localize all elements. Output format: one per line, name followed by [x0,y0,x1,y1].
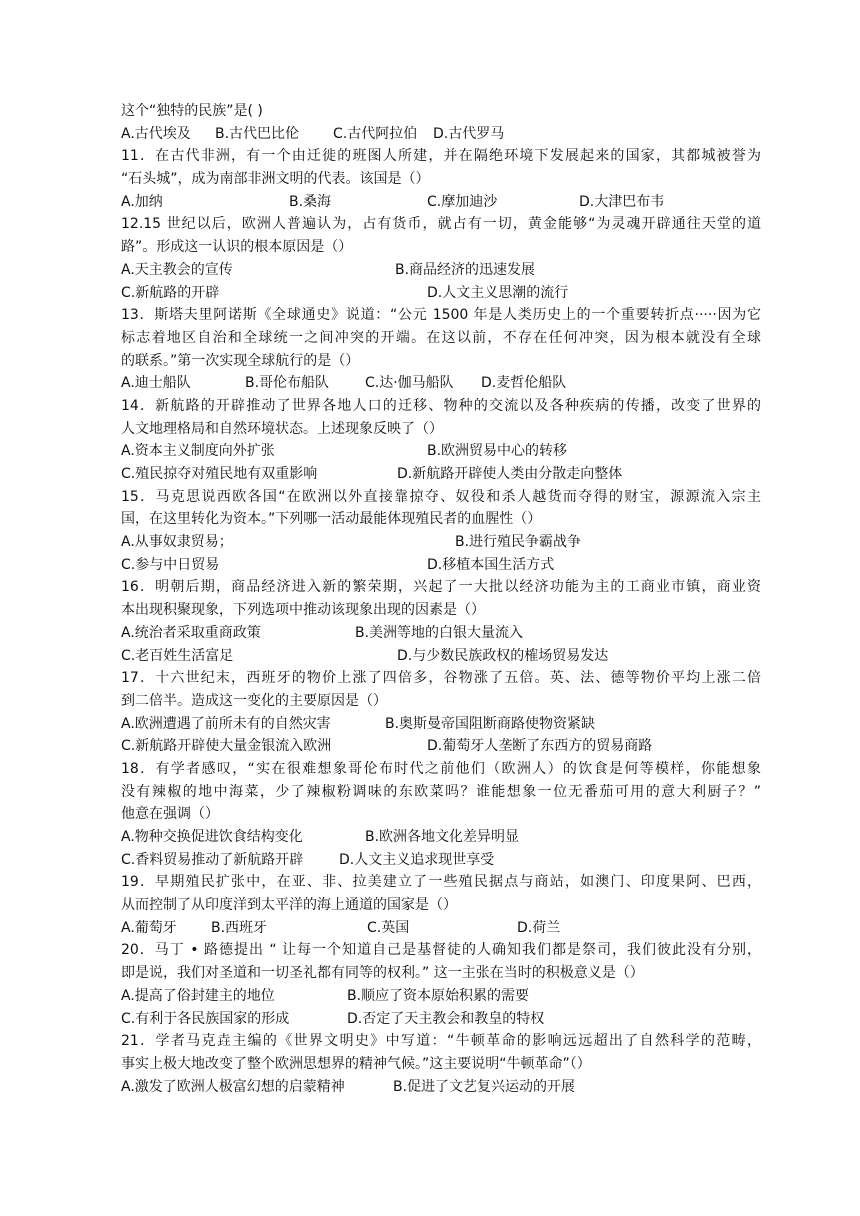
question-text: 18．有学者感叹，“实在很难想象哥伦布时代之前他们（欧洲人）的饮食是何等模样，你能想象 [121,760,761,777]
option-b: B.美洲等地的白银大量流入 [355,624,524,641]
question-text: 13．斯塔夫里阿诺斯《全球通史》说道：“公元 1500 年是人类历史上的一个重要转折点·····因为它 [121,307,761,324]
question-text: 路”。形成这一认识的根本原因是（） [121,239,353,256]
option-c: C.参与中日贸易 [121,556,220,573]
question-text: 从而控制了从印度洋到太平洋的海上通道的国家是（） [121,897,457,914]
question-text: 17．十六世纪末，西班牙的物价上涨了四倍多，谷物涨了五倍。英、法、德等物价平均上涨二倍 [121,670,761,687]
question-text: 到二倍半。造成这一变化的主要原因是（） [121,692,387,709]
option-b: B.奥斯曼帝国阻断商路使物资紧缺 [385,715,596,732]
option-c: C.新航路的开辟 [121,284,220,301]
option-c: C.英国 [367,919,410,936]
option-a: A.迪士船队 [121,375,191,392]
option-b: B.桑海 [289,193,332,210]
question-text: 12.15 世纪以后，欧洲人普遍认为，占有货币，就占有一切，黄金能够“为灵魂开辟通往天堂的道 [121,216,761,233]
question-text: 事实上极大地改变了整个欧洲思想界的精神气候。”这主要说明“牛顿革命”（） [121,1055,591,1072]
option-c: C.殖民掠夺对殖民地有双重影响 [121,466,318,482]
question-text: 21．学者马克垚主编的《世界文明史》中写道：“牛顿革命的影响远远超出了自然科学的范畴， [121,1033,761,1050]
option-c: C.有利于各民族国家的形成 [121,1010,290,1027]
option-a: A.统治者采取重商政策 [121,624,261,641]
option-d: D.葡萄牙人垄断了东西方的贸易商路 [427,738,653,755]
options-row [121,735,761,758]
option-d: D.荷兰 [517,919,561,936]
option-d: D.人文主义追求现世享受 [339,851,495,868]
question-text: 国，在这里转化为资本。”下列哪一活动最能体现殖民者的血腥性（） [121,511,542,528]
option-b: B.欧洲贸易中心的转移 [427,443,568,460]
question-text: 本出现积聚现象，下列选项中推动该现象出现的因素是（） [121,602,485,619]
options-row [121,985,761,1008]
question-text: 16．明朝后期，商品经济进入新的繁荣期，兴起了一大批以经济功能为主的工商业市镇，商业资 [121,579,761,596]
options-row [121,191,761,214]
option-b: B.顺应了资本原始积累的需要 [347,987,530,1004]
question-text: 人文地理格局和自然环境状态。上述现象反映了（） [121,420,443,437]
option-b: B.商品经济的迅速发展 [395,261,536,278]
option-d: D.人文主义思潮的流行 [427,284,569,301]
option-b: B.欧洲各地文化差异明显 [365,829,520,845]
option-c: C.老百姓生活富足 [121,647,234,664]
question-text: 没有辣椒的地中海菜，少了辣椒粉调味的东欧菜吗？谁能想象一位无番茄可用的意大利厨子？” [121,783,761,800]
option-b: B.西班牙 [211,919,268,936]
option-a: A.激发了欧洲人极富幻想的启蒙精神 [121,1078,345,1095]
question-text: 11．在古代非洲，有一个由迁徙的班图人所建，并在隔绝环境下发展起来的国家，其都城被誉为 [121,148,761,165]
option-d: D.与少数民族政权的榷场贸易发达 [397,647,609,664]
options-row [121,622,761,645]
option-a: A.天主教会的宣传 [121,261,233,278]
options-row [121,463,761,486]
option-d: D.麦哲伦船队 [481,375,567,392]
question-text: 19．早期殖民扩张中，在亚、非、拉美建立了一些殖民据点与商站，如澳门、印度果阿、巴西， [121,874,761,891]
option-c: C.新航路开辟使大量金银流入欧洲 [121,738,332,755]
option-c: C.达·伽马船队 [365,375,454,392]
options-row [121,259,761,282]
options-row [121,849,761,872]
options-row [121,440,761,463]
options-row [121,554,761,577]
option-a: A.提高了俗封建主的地位 [121,987,275,1004]
options-row [121,645,761,668]
question-text: 14．新航路的开辟推动了世界各地人口的迁移、物种的交流以及各种疾病的传播，改变了世界的 [121,397,761,414]
options-row [121,713,761,736]
option-d: D.新航路开辟使人类由分散走向整体 [397,466,623,482]
question-text: 这个“独特的民族”是( ) [121,103,263,119]
option-a: A.从事奴隶贸易； [121,534,233,551]
option-b: B.进行殖民争霸战争 [455,534,582,551]
options-row [121,123,761,146]
question-text: 他意在强调（） [121,806,219,823]
option-d: D.否定了天主教会和教皇的特权 [347,1010,545,1027]
option-d: D.移植本国生活方式 [427,556,555,573]
option-c: C.古代阿拉伯 [333,125,418,142]
options-row [121,372,761,395]
option-c: C.摩加迪沙 [427,193,498,210]
exam-document [121,100,761,1098]
option-a: A.葡萄牙 [121,919,177,936]
option-a: A.欧洲遭遇了前所未有的自然灾害 [121,715,331,732]
option-b: B.促进了文艺复兴运动的开展 [393,1078,576,1095]
question-text: 15．马克思说西欧各国“在欧洲以外直接靠掠夺、奴役和杀人越货而夺得的财宝，源源流入宗主 [121,488,761,505]
option-b: B.古代巴比伦 [215,125,300,142]
options-row [121,531,761,554]
option-a: A.加纳 [121,193,163,210]
option-c: C.香料贸易推动了新航路开辟 [121,851,304,868]
options-row [121,917,761,940]
option-a: A.古代埃及 [121,125,191,142]
options-row [121,826,761,849]
question-text: “石头城”，成为南部非洲文明的代表。该国是（） [121,171,430,188]
options-row [121,1076,761,1099]
question-text: 20．马丁 • 路德提出 “ 让每一个知道自己是基督徒的人确知我们都是祭司，我们彼此没有分别， [121,942,761,959]
option-d: D.大津巴布韦 [579,193,665,210]
options-row [121,1008,761,1031]
option-d: D.古代罗马 [433,125,505,142]
options-row [121,282,761,305]
question-text: 标志着地区自治和全球统一之间冲突的开端。在这以前，不存在任何冲突，因为根本就没有全球 [121,329,761,346]
option-a: A.物种交换促进饮食结构变化 [121,829,303,845]
question-text: 的联系。”第一次实现全球航行的是（） [121,352,360,369]
option-a: A.资本主义制度向外扩张 [121,443,275,460]
question-text: 即是说，我们对圣道和一切圣礼都有同等的权利。” 这一主张在当时的积极意义是（） [121,965,644,982]
option-b: B.哥伦布船队 [245,375,330,392]
